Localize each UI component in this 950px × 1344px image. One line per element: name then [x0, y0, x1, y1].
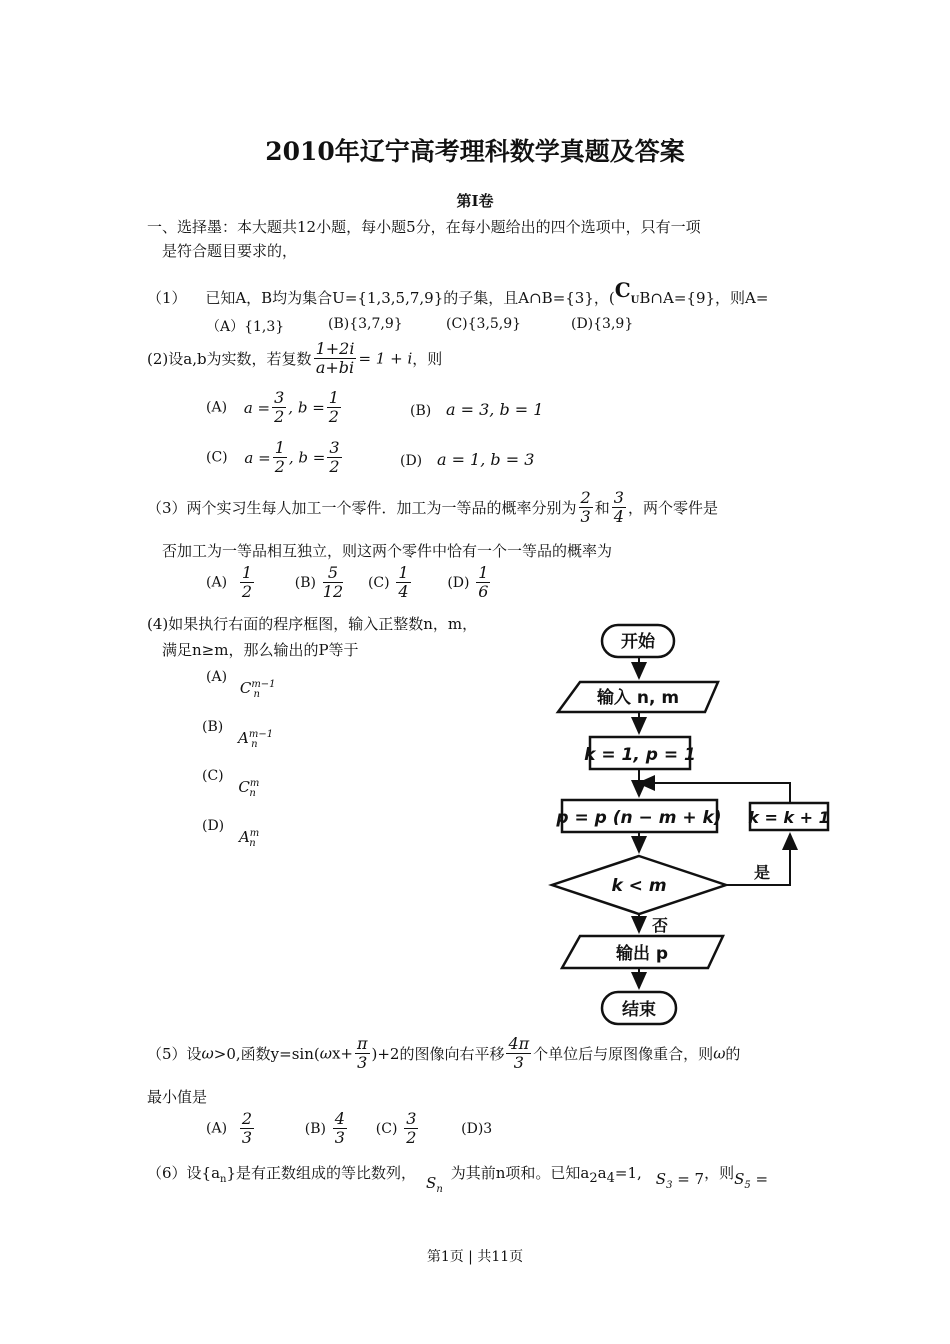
q1-number: （1）: [147, 289, 187, 307]
q6-s5: [734, 1170, 769, 1191]
q5-stem-c: x+: [331, 1044, 353, 1063]
q4-optb-sub: n: [251, 739, 258, 750]
q5-phase-den: 3: [357, 1053, 368, 1072]
q3-opta-frac: [240, 564, 254, 601]
q2-optc-a-den: 2: [274, 457, 285, 476]
q5-stem-b: >0,函数y=sin(: [213, 1045, 320, 1063]
q5-stem-a: （5）设: [147, 1045, 202, 1063]
question-6: （6）设$\{a_n\}$是有正数组成的等比数列，$S_n$为其前n项和。已知$a_2a_4=1$, $S_3 = 7$，则$S_5$ =: [147, 1164, 769, 1195]
q3-optd-num: 1: [478, 563, 489, 582]
q2-option-b: [410, 400, 543, 419]
q2-frac-den: a+bi: [315, 358, 355, 377]
page-footer: 第1页 | 共11页: [426, 1249, 524, 1265]
q5-phase-num: π: [356, 1034, 368, 1053]
q4-opta-base: C: [239, 679, 252, 697]
q3-p2-den: 4: [613, 507, 624, 526]
q3-optd-label: (D): [447, 574, 470, 591]
q5-optb-den: 3: [334, 1128, 345, 1147]
q4-optc-sup: m: [249, 778, 260, 789]
q3-optb-num: 5: [323, 564, 343, 583]
q4-opta-expr: [239, 679, 276, 700]
flow-input-label: 输入 n, m: [596, 688, 680, 708]
q4-optc-expr: [238, 778, 260, 799]
q3-optc-num: 1: [398, 563, 409, 582]
q5-optb-label: (B): [304, 1120, 327, 1137]
q2-optb-label: (B): [410, 403, 432, 419]
q5-line2: 最小值是: [147, 1088, 208, 1106]
q2-optc-b: , b =: [288, 448, 326, 467]
q1-option-d: (D){3,9}: [571, 316, 634, 332]
q2-opta-label: (A): [206, 399, 228, 416]
q2-stem-b: = 1 + i: [358, 349, 413, 368]
q3-p2-frac: [612, 489, 626, 526]
q2-frac-num: 1+2i: [315, 339, 355, 358]
q3-opta-num: 1: [241, 563, 253, 582]
q1-option-b: (B){3,7,9}: [328, 316, 403, 332]
q2-optc-b-den: 2: [329, 457, 340, 476]
q4-optb-label: (B): [202, 719, 224, 735]
q3-options: [206, 564, 492, 601]
q2-optc-a-num: 1: [274, 438, 285, 457]
q4-optd-sup: m: [249, 828, 260, 839]
q2-opta-a-num: 3: [274, 388, 285, 407]
question-5: [147, 1035, 740, 1072]
q3-line2: 否加工为一等品相互独立，则这两个零件中恰有一个一等品的概率为: [162, 542, 613, 560]
q3-optc-den: 4: [398, 582, 409, 601]
q2-option-d: [400, 450, 534, 469]
q2-stem-a: (2)设a,b为实数，若复数: [147, 350, 312, 368]
q5-omega-1: ω: [201, 1044, 214, 1063]
q4-option-a: [206, 667, 276, 700]
q5-optb-frac: [333, 1110, 347, 1147]
volume-heading: 第Ⅰ卷: [456, 192, 494, 210]
q3-stem-a: （3）两个实习生每人加工一个零件．加工为一等品的概率分别为: [147, 499, 577, 517]
q6-sub-n: n: [220, 1174, 227, 1185]
q5-stem-d: )+2的图像向右平移: [371, 1045, 505, 1063]
q4-opta-label: (A): [206, 669, 228, 685]
q5-opta-num: 2: [241, 1109, 253, 1128]
q5-omega-3: ω: [713, 1044, 726, 1063]
q6-stem-f: ，则: [704, 1164, 735, 1182]
q5-opta-den: 3: [241, 1128, 253, 1147]
q3-optc-label: (C): [367, 574, 390, 591]
q6-s3: [655, 1170, 705, 1191]
q2-option-a: [206, 389, 343, 426]
q2-opta-a-frac: [272, 389, 286, 426]
q3-and: 和: [594, 499, 610, 517]
complement-sub: U: [630, 295, 640, 306]
q2-optc-b-frac: [327, 439, 341, 476]
q5-optb-num: 4: [334, 1109, 345, 1128]
flow-end-label: 结束: [622, 1000, 656, 1020]
q3-optb-label: (B): [294, 574, 317, 591]
q3-opta-den: 2: [241, 582, 253, 601]
q6-s3-base: S: [655, 1170, 667, 1188]
q2-optc-a: a =: [244, 448, 271, 467]
q5-opta-frac: [240, 1110, 254, 1147]
q6-sn-sub: n: [436, 1184, 443, 1195]
q4-option-d: [202, 816, 260, 849]
flow-update-label: p = p (n − m + k): [556, 808, 722, 828]
q6-s5-tail: =: [750, 1170, 769, 1188]
q6-stem-e: =1,: [614, 1164, 642, 1182]
page-title: 2010年辽宁高考理科数学真题及答案: [265, 137, 685, 166]
q2-optc-label: (C): [206, 449, 228, 466]
q6-sn-base: S: [426, 1174, 437, 1192]
q2-fraction: [314, 340, 357, 377]
q4-line1: (4)如果执行右面的程序框图，输入正整数n，m，: [147, 615, 478, 633]
question-3: [147, 489, 718, 526]
q3-p1-den: 3: [580, 507, 591, 526]
q6-stem-a: （6）设{a: [147, 1164, 221, 1182]
q2-opta-b-frac: [327, 389, 341, 426]
section-instruction-line1: 一、选择墨：本大题共12小题，每小题5分，在每小题给出的四个选项中，只有一项: [147, 218, 701, 236]
flow-yes-label: 是: [753, 863, 771, 882]
q4-line2: 满足n≥m，那么输出的P等于: [162, 641, 359, 659]
q5-optc-label: (C): [375, 1120, 398, 1137]
q2-optd-label: (D): [400, 453, 423, 469]
q3-stem-b: ，两个零件是: [627, 499, 718, 517]
q2-opta-a: a =: [243, 398, 271, 417]
q5-options: [206, 1110, 492, 1147]
q3-optb-den: 12: [322, 582, 344, 601]
q2-opta-b-den: 2: [328, 407, 339, 426]
q4-optd-sub: n: [249, 838, 256, 849]
q4-option-b: [202, 717, 274, 750]
flow-cond-label: k < m: [611, 876, 667, 896]
q6-stem-c: 为其前n项和。已知a: [450, 1164, 590, 1182]
flow-inc-label: k = k + 1: [748, 808, 830, 827]
q2-stem-c: ，则: [412, 350, 443, 368]
q2-opta-b: , b =: [288, 398, 325, 417]
q5-optc-frac: [404, 1110, 418, 1147]
q6-s5-sub: 5: [744, 1180, 751, 1191]
q4-opta-sub: n: [253, 689, 260, 700]
q1-text-b: B∩A={9}，则A=: [639, 289, 769, 307]
q5-omega-2: ω: [319, 1044, 332, 1063]
q3-optd-frac: [476, 564, 490, 601]
q1-option-c: (C){3,5,9}: [446, 316, 522, 332]
q3-optc-frac: [396, 564, 410, 601]
q2-optc-b-num: 3: [329, 438, 340, 457]
q3-p2-num: 3: [613, 488, 624, 507]
q6-stem-b: }是有正数组成的等比数列，: [226, 1164, 417, 1182]
flow-no-label: 否: [651, 916, 669, 935]
question-2: [147, 340, 442, 377]
flow-output-label: 输出 p: [615, 944, 669, 964]
q4-optb-expr: [238, 729, 274, 750]
q4-option-c: [202, 766, 260, 799]
q6-s5-base: S: [734, 1170, 745, 1188]
q6-s3-val: = 7: [672, 1170, 705, 1188]
section-instruction-line2: 是符合题目要求的，: [162, 242, 298, 260]
q4-opta-sup: m−1: [251, 679, 276, 690]
q6-sn: [426, 1174, 443, 1195]
flow-init-label: k = 1, p = 1: [584, 745, 696, 765]
q3-p1-num: 2: [580, 488, 591, 507]
q4-optd-base: A: [238, 828, 250, 846]
q4-optd-label: (D): [202, 818, 225, 834]
q4-optb-sup: m−1: [248, 729, 274, 740]
q4-optc-sub: n: [249, 788, 256, 799]
q1-option-a: （A）{1,3}: [206, 319, 285, 335]
complement-symbol: C: [614, 278, 631, 302]
q5-optc-den: 2: [406, 1128, 417, 1147]
q1-text-a: 已知A，B均为集合U={1,3,5,7,9}的子集，且A∩B={3}，(: [205, 289, 615, 307]
question-1: [147, 278, 769, 310]
q4-optb-base: A: [238, 729, 249, 747]
q5-stem-e: 个单位后与原图像重合，则: [533, 1045, 714, 1063]
q5-optd: (D)3: [461, 1120, 493, 1137]
q2-opta-a-den: 2: [274, 407, 285, 426]
q5-stem-f: 的: [725, 1045, 741, 1063]
q3-optd-den: 6: [478, 582, 489, 601]
q2-optd-text: a = 1, b = 3: [436, 450, 535, 469]
program-flowchart: [540, 615, 840, 1030]
q6-s3-sub: 3: [666, 1180, 673, 1191]
q4-optc-label: (C): [202, 768, 224, 784]
q3-opta-label: (A): [206, 574, 228, 591]
q4-optc-base: C: [238, 778, 250, 796]
q4-optd-expr: [238, 828, 260, 849]
q5-phase-frac: [355, 1035, 370, 1072]
q2-optb-text: a = 3, b = 1: [446, 400, 544, 419]
q5-optc-num: 3: [406, 1109, 417, 1128]
flow-start-label: 开始: [621, 632, 655, 652]
q2-opta-b-num: 1: [328, 388, 339, 407]
q3-p1-frac: [579, 489, 593, 526]
q5-shift-num: 4π: [508, 1034, 530, 1053]
q3-optb-frac: [323, 564, 343, 601]
q5-shift-den: 3: [513, 1053, 524, 1072]
q2-option-c: [206, 439, 344, 476]
q2-optc-a-frac: [273, 439, 287, 476]
q6-stem-d: a: [597, 1164, 607, 1182]
q5-opta-label: (A): [206, 1120, 228, 1137]
q5-shift-frac: [506, 1035, 531, 1072]
